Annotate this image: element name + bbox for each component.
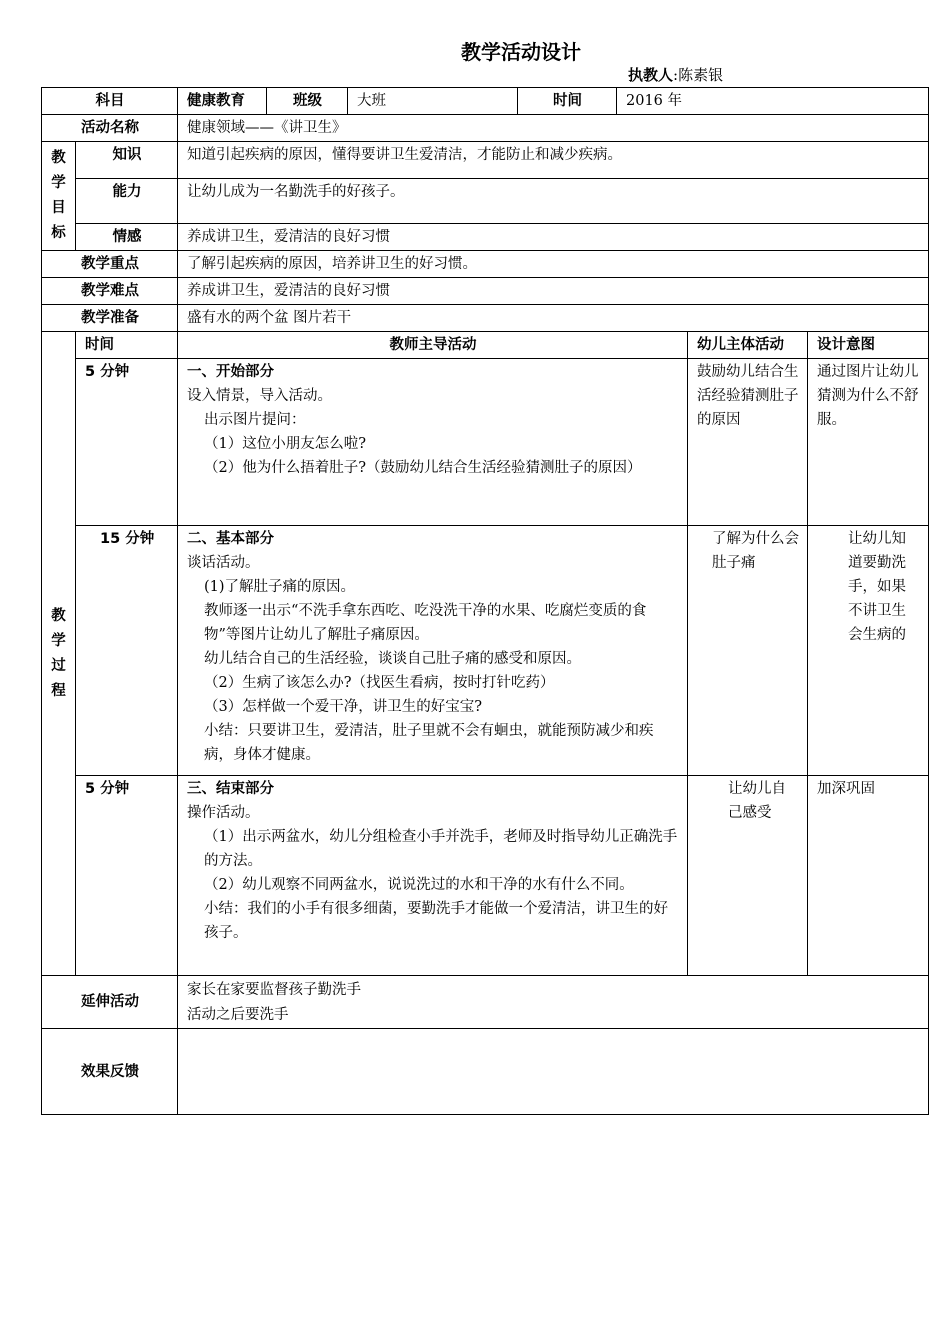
- feedback: [178, 1029, 929, 1115]
- process-row-basic: [42, 526, 929, 776]
- goal-text: 知道引起疾病的原因，懂得要讲卫生爱清洁，才能防止和减少疾病。: [178, 142, 929, 179]
- feedback-row: [42, 1029, 929, 1115]
- child-activity: 鼓励幼儿结合生活经验猜测肚子的原因: [688, 359, 808, 526]
- child-activity: 让幼儿自己感受: [688, 776, 808, 976]
- section-heading: 三、结束部分: [187, 781, 274, 797]
- preparation-row: [42, 305, 929, 332]
- goals-label: 教 学 目 标: [42, 142, 76, 251]
- goal-text: 让幼儿成为一名勤洗手的好孩子。: [178, 179, 929, 224]
- key-point: 了解引起疾病的原因，培养讲卫生的好习惯。: [178, 251, 929, 278]
- goal-label: 情感: [76, 224, 178, 251]
- goal-row-emotion: [42, 224, 929, 251]
- design-intent: 加深巩固: [808, 776, 929, 976]
- document-title: 教学活动设计: [461, 40, 581, 64]
- child-activity: 了解为什么会肚子痛: [688, 526, 808, 776]
- process-row-end: [42, 776, 929, 976]
- teacher-activity: 二、基本部分 谈话活动。 (1)了解肚子痛的原因。 教师逐一出示“不洗手拿东西吃、吃没洗干净的水果、吃腐烂变质的食物”等图片让幼儿了解肚子痛原因。 幼儿结合自己的生活经验，谈谈自己肚子痛的感受和原因。 （2）生病了该怎么办?（找医生看病，按时打针吃药） （3）怎样做一个爱干净，讲卫生的好宝宝? 小结：只要讲卫生，爱清洁，肚子里就不会有蛔虫，就能预防减少和疾病，身体才健康。: [178, 526, 688, 776]
- preparation-label: 教学准备: [42, 305, 178, 332]
- key-point-label: 教学重点: [42, 251, 178, 278]
- process-label: 教 学 过 程: [42, 332, 76, 976]
- goal-row-ability: [42, 179, 929, 224]
- design-intent: 让幼儿知道要勤洗手，如果不讲卫生会生病的: [808, 526, 929, 776]
- process-child-header: 幼儿主体活动: [688, 332, 808, 359]
- difficulty-row: [42, 278, 929, 305]
- process-time: 5 分钟: [76, 776, 178, 976]
- time-label: 时间: [518, 88, 617, 115]
- activity-name-row: [42, 115, 929, 142]
- goal-text: 养成讲卫生，爱清洁的良好习惯: [178, 224, 929, 251]
- section-heading: 二、基本部分: [187, 531, 274, 547]
- goal-label: 知识: [76, 142, 178, 179]
- process-time: 15 分钟: [76, 526, 178, 776]
- process-row-start: [42, 359, 929, 526]
- class-label: 班级: [267, 88, 348, 115]
- feedback-label: 效果反馈: [42, 1029, 178, 1115]
- section-heading: 一、开始部分: [187, 364, 274, 380]
- process-header-row: [42, 332, 929, 359]
- process-intent-header: 设计意图: [808, 332, 929, 359]
- goal-row-knowledge: [42, 142, 929, 179]
- activity-name: 健康领域——《讲卫生》: [178, 115, 929, 142]
- design-intent: 通过图片让幼儿猜测为什么不舒服。: [808, 359, 929, 526]
- process-time: 5 分钟: [76, 359, 178, 526]
- extension-row: [42, 976, 929, 1029]
- executor-name: :陈素银: [673, 66, 724, 84]
- extension-label: 延伸活动: [42, 976, 178, 1029]
- key-point-row: [42, 251, 929, 278]
- lesson-plan-table: [41, 87, 929, 1115]
- preparation: 盛有水的两个盆 图片若干: [178, 305, 929, 332]
- activity-name-label: 活动名称: [42, 115, 178, 142]
- difficulty-label: 教学难点: [42, 278, 178, 305]
- process-teacher-header: 教师主导活动: [178, 332, 688, 359]
- teacher-activity: 一、开始部分 设入情景，导入活动。 出示图片提问： （1）这位小朋友怎么啦? （2）他为什么捂着肚子?（鼓励幼儿结合生活经验猜测肚子的原因）: [178, 359, 688, 526]
- goal-label: 能力: [76, 179, 178, 224]
- difficulty: 养成讲卫生，爱清洁的良好习惯: [178, 278, 929, 305]
- class-value: 大班: [348, 88, 518, 115]
- process-time-header: 时间: [76, 332, 178, 359]
- header-row: [42, 88, 929, 115]
- executor-label: 执教人: [628, 66, 674, 84]
- subject-label: 科目: [42, 88, 178, 115]
- executor: [628, 64, 723, 85]
- extension-activity: 家长在家要监督孩子勤洗手 活动之后要洗手: [178, 976, 929, 1029]
- teacher-activity: 三、结束部分 操作活动。 （1）出示两盆水，幼儿分组检查小手并洗手，老师及时指导幼儿正确洗手的方法。 （2）幼儿观察不同两盆水，说说洗过的水和干净的水有什么不同。 小结：我们的小手有很多细菌，要勤洗手才能做一个爱清洁，讲卫生的好孩子。: [178, 776, 688, 976]
- subject-value: 健康教育: [178, 88, 267, 115]
- time-value: 2016 年: [617, 88, 929, 115]
